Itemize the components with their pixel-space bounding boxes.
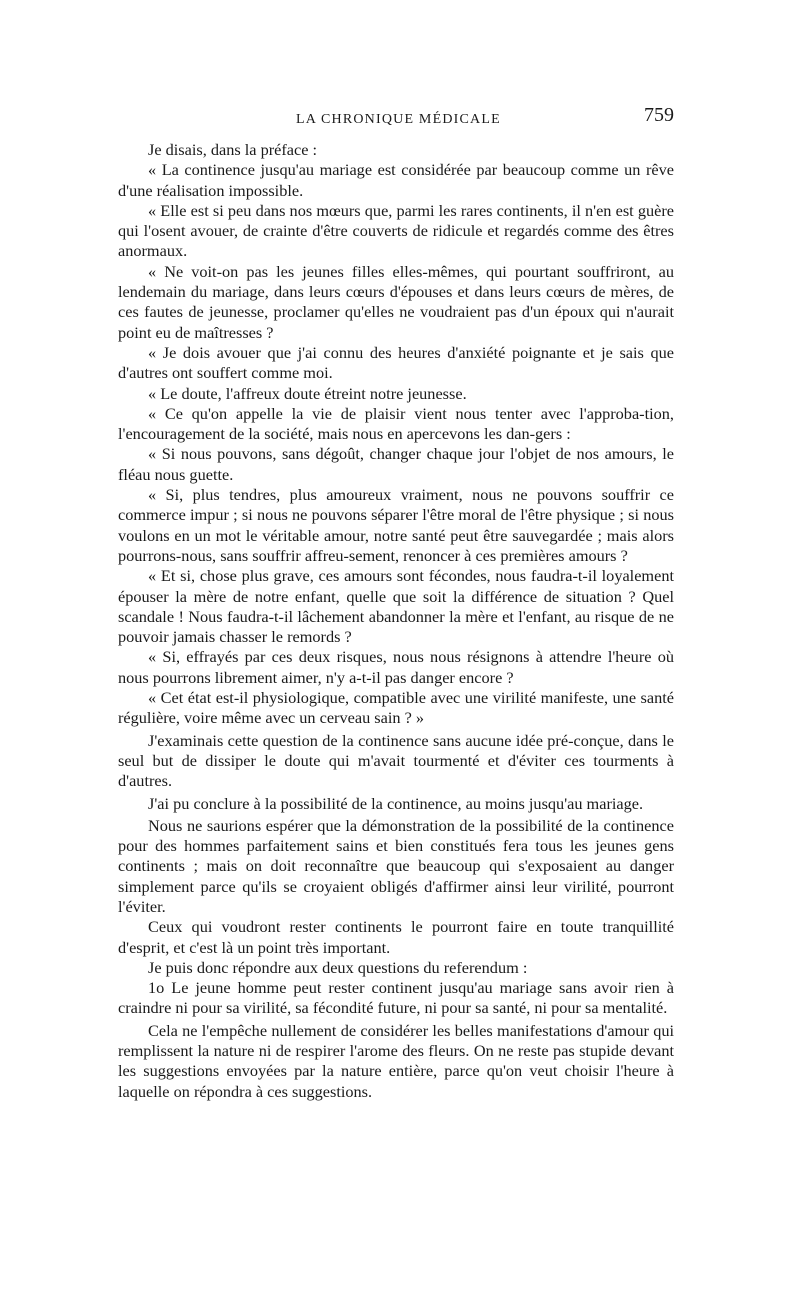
paragraph: « Et si, chose plus grave, ces amours sont fécondes, nous faudra-t-il loyalement épouser la mère de notre enfant, quelle que soit la différence de situation ? Quel scandale ! Nous faudra-t-il lâchement abandonner la mère et l'enfant, au risque de ne pouvoir jamais chasser le remords ? — [118, 566, 674, 647]
paragraph: « Si, plus tendres, plus amoureux vraiment, nous ne pouvons souffrir ce commerce impur ; si nous ne pouvons séparer l'être moral de l'être physique ; si nous voulons en un mot le véritable amour, notre santé peut être sauvegardée ; mais alors pourrons-nous, sans souffrir affreu-sement, renoncer à ces premières amours ? — [118, 485, 674, 565]
paragraph: J'examinais cette question de la continence sans aucune idée pré-conçue, dans le seul but de dissiper le doute qui m'avait tourmenté et d'éviter ces tourments à d'autres. — [118, 730, 674, 791]
paragraph: « Elle est si peu dans nos mœurs que, parmi les rares continents, il n'en est guère qui l'osent avouer, de crainte d'être couverts de ridicule et regardés comme des êtres anormaux. — [118, 200, 674, 261]
paragraph: « Ne voit-on pas les jeunes filles elles-mêmes, qui pourtant souffriront, au lendemain du mariage, dans leurs cœurs d'épouses et dans leurs cœurs de mères, de ces fautes de jeunesse, proclamer qu'elles ne voudraient pas d'un époux qui n'aurait point eu de maîtresses ? — [118, 261, 674, 342]
paragraph: Cela ne l'empêche nullement de considérer les belles manifestations d'amour qui remplissent la nature ni de respirer l'arome des fleurs. On ne reste pas stupide devant les suggestions envoyées par la nature entière, parce qu'on veut choisir l'heure à laquelle on répondra à ces suggestions. — [118, 1020, 674, 1101]
body-text — [118, 140, 674, 1102]
paragraph: « La continence jusqu'au mariage est considérée par beaucoup comme un rêve d'une réalisation impossible. — [118, 160, 674, 200]
running-title: LA CHRONIQUE MÉDICALE — [296, 112, 501, 127]
paragraph: Je disais, dans la préface : — [148, 140, 318, 159]
paragraph: « Le doute, l'affreux doute étreint notre jeunesse. — [148, 383, 467, 403]
page-header — [118, 104, 674, 134]
page-number: 759 — [644, 104, 674, 126]
paragraph: « Si nous pouvons, sans dégoût, changer chaque jour l'objet de nos amours, le fléau nous guette. — [118, 444, 674, 484]
paragraph: « Ce qu'on appelle la vie de plaisir vient nous tenter avec l'approba-tion, l'encouragement de la société, mais nous en apercevons les dan-gers : — [118, 403, 674, 444]
paragraph: 1o Le jeune homme peut rester continent jusqu'au mariage sans avoir rien à craindre ni pour sa virilité, sa fécondité future, ni pour sa santé, ni pour sa mentalité. — [118, 978, 674, 1018]
paragraph: Ceux qui voudront rester continents le pourront faire en toute tranquillité d'esprit, et c'est là un point très important. — [118, 917, 674, 957]
paragraph: « Si, effrayés par ces deux risques, nous nous résignons à attendre l'heure où nous pourrons librement aimer, n'y a-t-il pas danger encore ? — [118, 647, 674, 687]
paragraph: « Je dois avouer que j'ai connu des heures d'anxiété poignante et je sais que d'autres ont souffert comme moi. — [118, 342, 674, 383]
paragraph: « Cet état est-il physiologique, compatible avec une virilité manifeste, une santé régulière, voire même avec un cerveau sain ? » — [118, 688, 674, 728]
paragraph: J'ai pu conclure à la possibilité de la continence, au moins jusqu'au mariage. — [148, 793, 644, 813]
paragraph: Je puis donc répondre aux deux questions du referendum : — [148, 957, 528, 977]
paragraph: Nous ne saurions espérer que la démonstration de la possibilité de la continence pour des hommes parfaitement sains et bien constitués fera tous les jeunes gens continents ; mais on doit reconnaître que beaucoup qui s'exposaient au danger simplement parce qu'ils se croyaient obligés d'affirmer ainsi leur virilité, pourront l'éviter. — [118, 815, 674, 916]
